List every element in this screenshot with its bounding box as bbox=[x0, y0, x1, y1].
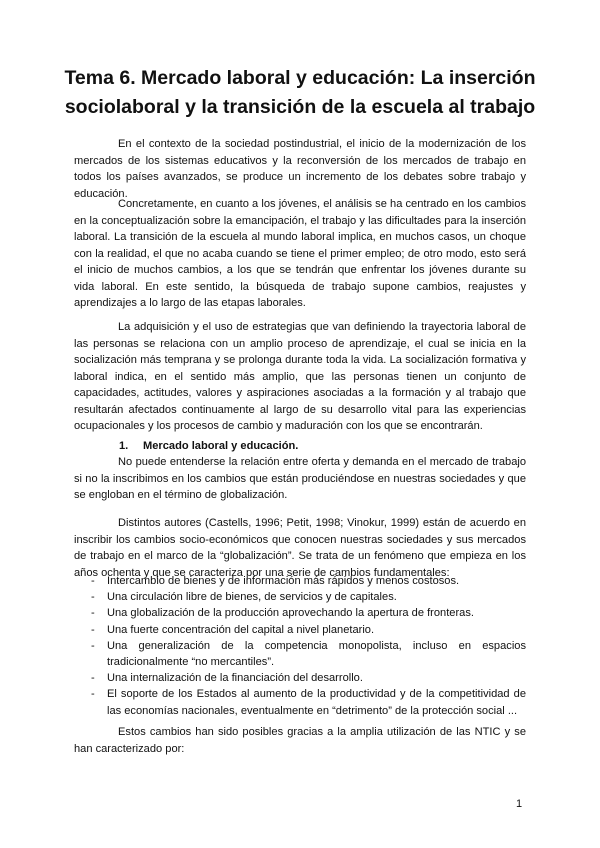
document-title: Tema 6. Mercado laboral y educación: La inserción sociolaboral y la transición de la escuela al trabajo bbox=[64, 67, 536, 118]
section-number: 1. bbox=[119, 440, 129, 452]
section-heading bbox=[119, 438, 298, 455]
paragraph-authors: Distintos autores (Castells, 1996; Petit, 1998; Vinokur, 1999) están de acuerdo en inscribir los cambios socio-económicos que conocen nuestras sociedades y sus mercados de trabajo en el marco de la “globalización”. Se trata de un fenómeno que empieza en los años ochenta y que se caracteriza por una serie de cambios fundamentales: bbox=[74, 517, 526, 579]
changes-list bbox=[74, 573, 526, 719]
list-item: - El soporte de los Estados al aumento de la productividad y de la competitividad de las economías nacionales, eventualmente en “detrimento” de la protección social ... bbox=[74, 686, 526, 718]
list-item: - Una internalización de la financiación del desarrollo. bbox=[74, 670, 526, 686]
list-item: - Una circulación libre de bienes, de servicios y de capitales. bbox=[74, 589, 526, 605]
paragraph-globalization: No puede entenderse la relación entre oferta y demanda en el mercado de trabajo si no la inscribimos en los cambios que están produciéndose en nuestras sociedades y que se engloban en el término de globalización. bbox=[74, 456, 526, 501]
paragraph-ntic: Estos cambios han sido posibles gracias a la amplia utilización de las NTIC y se han caracterizado por: bbox=[74, 726, 526, 755]
paragraph-youth: Concretamente, en cuanto a los jóvenes, el análisis se ha centrado en los cambios en la conceptualización sobre la emancipación, el trabajo y las dificultades para la inserción laboral. La transición de la escuela al mundo laboral implica, en muchos casos, un choque con la realidad, el que no acaba cuando se tiene el primer empleo; de otro modo, esto será el inicio de muchos cambios, a los que se tendrán que enfrentar los jóvenes durante su vida laboral. En este sentido, la búsqueda de trabajo supone cambios, reajustes y aprendizajes a lo largo de las etapas laborales. bbox=[74, 198, 526, 309]
list-item: - Una fuerte concentración del capital a nivel planetario. bbox=[74, 622, 526, 638]
list-item: - Una globalización de la producción aprovechando la apertura de fronteras. bbox=[74, 605, 526, 621]
paragraph-intro: En el contexto de la sociedad postindustrial, el inicio de la modernización de los mercados de los sistemas educativos y la reconversión de los mercados de trabajo en todos los países avanzados, se produce un incremento de los debates sobre trabajo y educación. bbox=[74, 138, 526, 200]
section-title: Mercado laboral y educación. bbox=[143, 440, 299, 452]
list-item: - Intercambio de bienes y de información más rápidos y menos costosos. bbox=[74, 573, 526, 589]
paragraph-socialization: La adquisición y el uso de estrategias que van definiendo la trayectoria laboral de las personas se relaciona con un amplio proceso de aprendizaje, el cual se inicia en la socialización más temprana y se prolonga durante toda la vida. La socialización formativa y laboral indica, en el sentido más amplio, que las personas tienen un conjunto de capacidades, actitudes, valores y aspiraciones asociadas a la formación y al trabajo que resultarán afectados continuamente al largo de su desarrollo vital para las experiencias ocupacionales y los procesos de cambio y maduración con los que se encontrarán. bbox=[74, 321, 526, 432]
page-number: 1 bbox=[516, 798, 523, 810]
list-item: - Una generalización de la competencia monopolista, incluso en espacios tradicionalmente “no mercantiles”. bbox=[74, 638, 526, 670]
